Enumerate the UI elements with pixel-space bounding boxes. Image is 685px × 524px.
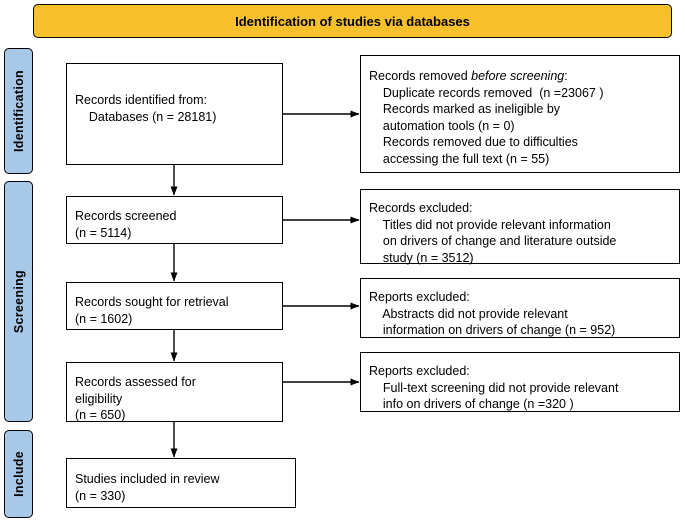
stage-label-identification: Identification (4, 48, 33, 174)
records-removed-line-3: Records marked as ineligible by (369, 102, 561, 116)
box-records-identified-text: Records identified from: Databases (n = 28181) (75, 93, 217, 124)
stage-label-screening: Screening (4, 181, 33, 422)
box-records-screened-text: Records screened (n = 5114) (75, 209, 177, 240)
box-records-sought (66, 282, 283, 330)
box-studies-included-text: Studies included in review (n = 330) (75, 472, 220, 503)
records-removed-line-1: Records removed before screening: (369, 69, 568, 83)
records-removed-line-5: Records removed due to difficulties (369, 135, 578, 149)
box-reports-excluded-abstracts (360, 278, 680, 338)
box-reports-excluded-fulltext-text: Reports excluded: Full-text screening did not provide relevant info on drivers of change (n =320 ) (369, 364, 619, 411)
records-removed-line-2: Duplicate records removed (n =23067 ) (369, 85, 604, 100)
box-reports-excluded-fulltext (360, 352, 680, 412)
records-removed-line-6: accessing the full text (n = 55) (369, 151, 550, 166)
box-records-removed-text (361, 62, 681, 173)
box-studies-included (66, 458, 296, 508)
box-reports-excluded-abstracts-text: Reports excluded: Abstracts did not provide relevant information on drivers of change (n = 952) (369, 290, 616, 337)
box-records-excluded (360, 189, 680, 264)
box-records-excluded-text: Records excluded: Titles did not provide relevant information on drivers of change and literature outside study (n = 3512) (369, 201, 617, 265)
diagram-header-banner (33, 4, 672, 38)
box-records-assessed (66, 362, 283, 422)
diagram-title: Identification of studies via databases (235, 13, 470, 29)
box-records-assessed-text: Records assessed for eligibility (n = 650) (75, 375, 196, 422)
stage-label-include: Include (4, 430, 33, 518)
records-removed-line-4: automation tools (n = 0) (369, 118, 515, 133)
box-records-removed (360, 55, 680, 173)
box-records-sought-text: Records sought for retrieval (n = 1602) (75, 295, 229, 326)
box-records-identified (66, 63, 283, 165)
box-records-screened (66, 196, 283, 244)
